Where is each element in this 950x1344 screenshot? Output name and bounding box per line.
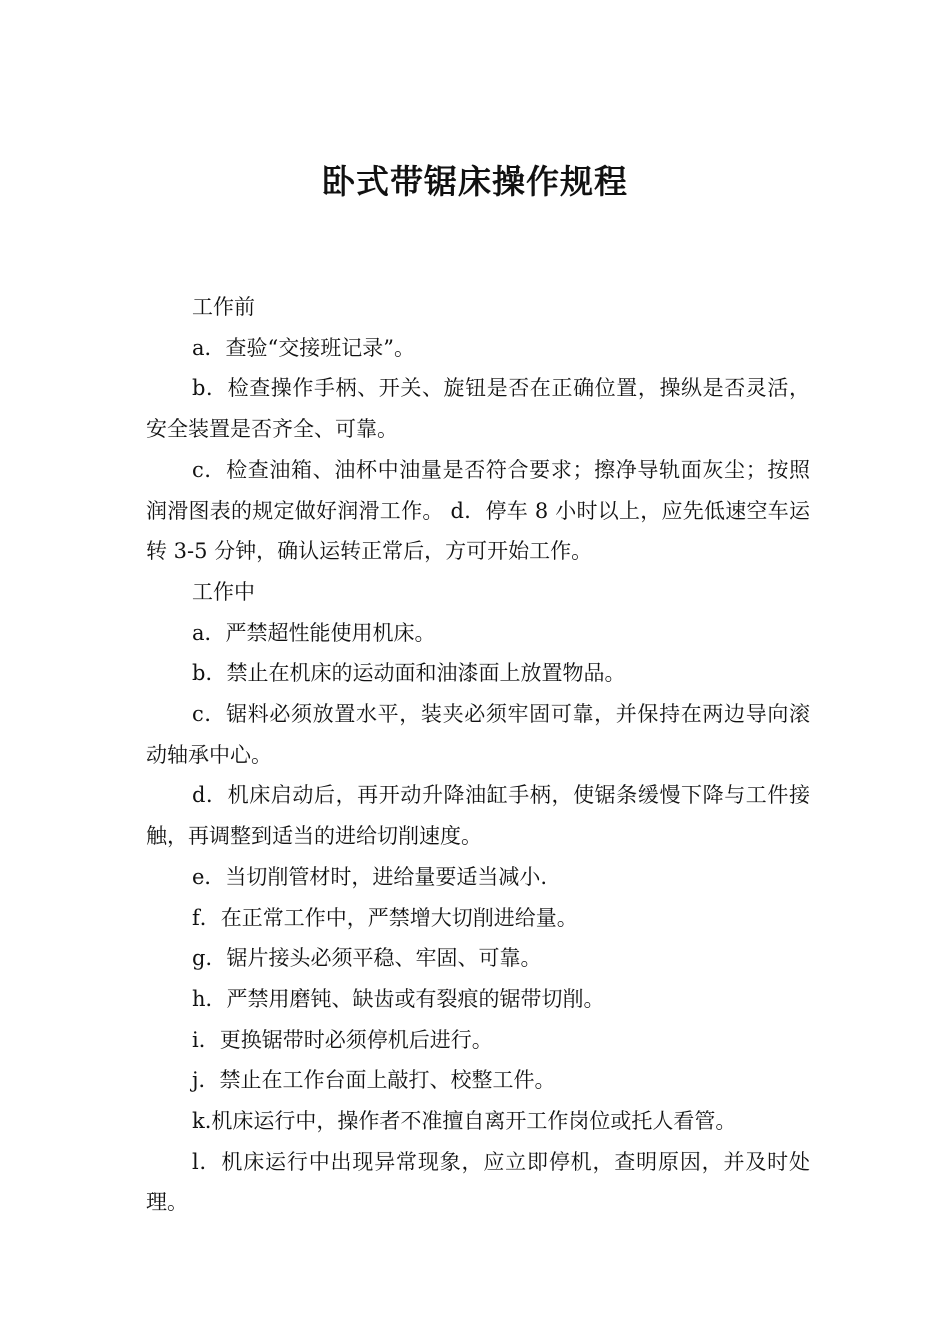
list-item: k.机床运行中，操作者不准擅自离开工作岗位或托人看管。 xyxy=(192,1109,737,1134)
list-item: l．机床运行中出现异常现象，应立即停机，查明原因，并及时处理。 xyxy=(146,1149,810,1215)
list-item: i．更换锯带时必须停机后进行。 xyxy=(192,1027,493,1052)
document-title: 卧式带锯床操作规程 xyxy=(322,162,628,201)
list-item: e．当切削管材时，进给量要适当减小. xyxy=(192,864,548,889)
list-item: h．严禁用磨钝、缺齿或有裂痕的锯带切削。 xyxy=(192,986,605,1011)
list-item: a．严禁超性能使用机床。 xyxy=(192,620,436,645)
list-item: f．在正常工作中，严禁增大切削进给量。 xyxy=(192,905,578,930)
list-item: c．锯料必须放置水平，装夹必须牢固可靠，并保持在两边导向滚动轴承中心。 xyxy=(146,702,810,767)
document-body xyxy=(146,287,810,1223)
section-heading-before-work: 工作前 xyxy=(192,295,255,319)
list-item: j．禁止在工作台面上敲打、校整工件。 xyxy=(192,1068,556,1093)
list-item: d．机床启动后，再开动升降油缸手柄，使锯条缓慢下降与工件接触，再调整到适当的进给切削速度。 xyxy=(146,783,810,849)
list-item: b．禁止在机床的运动面和油漆面上放置物品。 xyxy=(192,661,626,686)
list-item: g．锯片接头必须平稳、牢固、可靠。 xyxy=(192,946,542,971)
list-item: a．查验“交接班记录”。 xyxy=(192,335,415,360)
list-item: c．检查油箱、油杯中油量是否符合要求；擦净导轨面灰尘；按照润滑图表的规定做好润滑工作。 d．停车 8 小时以上，应先低速空车运转 3-5 分钟，确认运转正常后，方可开始工作。 xyxy=(146,457,810,564)
section-heading-during-work: 工作中 xyxy=(192,579,255,604)
list-item: b．检查操作手柄、开关、旋钮是否在正确位置，操纵是否灵活，安全装置是否齐全、可靠。 xyxy=(146,376,810,442)
